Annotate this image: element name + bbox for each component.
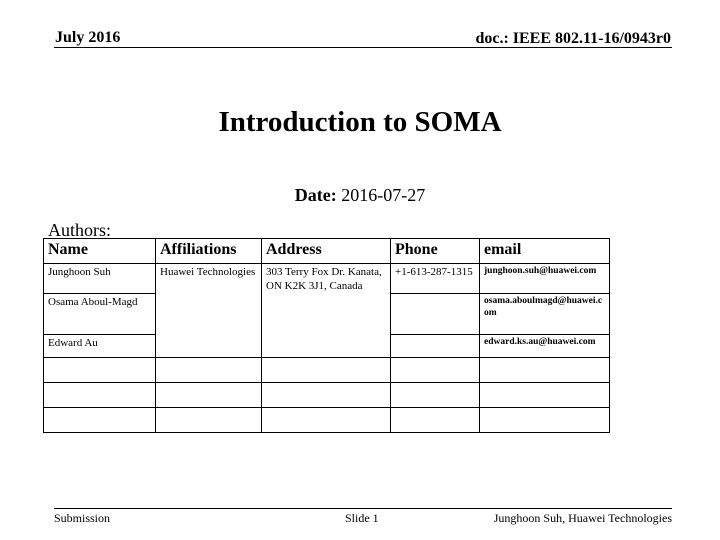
slide-title: Introduction to SOMA bbox=[218, 106, 502, 138]
authors-label: Authors: bbox=[48, 220, 111, 240]
empty-cell bbox=[44, 408, 156, 433]
author-email: edward.ks.au@huawei.com bbox=[480, 335, 610, 358]
header-divider bbox=[54, 47, 672, 48]
empty-cell bbox=[156, 408, 262, 433]
author-address: 303 Terry Fox Dr. Kanata, ON K2K 3J1, Canada bbox=[262, 264, 391, 358]
header-date: July 2016 bbox=[55, 29, 121, 46]
footer-submission: Submission bbox=[54, 511, 111, 525]
table-row-empty bbox=[44, 408, 610, 433]
authors-table bbox=[43, 238, 610, 433]
footer-author: Junghoon Suh, Huawei Technologies bbox=[493, 511, 672, 525]
empty-cell bbox=[480, 358, 610, 383]
author-phone: +1-613-287-1315 bbox=[391, 264, 480, 294]
footer-divider bbox=[54, 508, 672, 509]
empty-cell bbox=[391, 383, 480, 408]
empty-cell bbox=[391, 294, 480, 335]
col-header-email: email bbox=[480, 239, 610, 264]
empty-cell bbox=[156, 383, 262, 408]
col-header-name: Name bbox=[44, 239, 156, 264]
col-header-affiliations: Affiliations bbox=[156, 239, 262, 264]
date-line bbox=[0, 185, 720, 206]
empty-cell bbox=[391, 408, 480, 433]
author-email: junghoon.suh@huawei.com bbox=[480, 264, 610, 294]
empty-cell bbox=[262, 408, 391, 433]
author-name: Edward Au bbox=[44, 335, 156, 358]
date-label: Date: bbox=[294, 185, 337, 205]
empty-cell bbox=[480, 383, 610, 408]
author-affiliation: Huawei Technologies bbox=[156, 264, 262, 358]
empty-cell bbox=[391, 335, 480, 358]
author-name: Osama Aboul-Magd bbox=[44, 294, 156, 335]
author-email: osama.aboulmagd@huawei.com bbox=[480, 294, 610, 335]
table-row bbox=[44, 264, 610, 294]
empty-cell bbox=[480, 408, 610, 433]
empty-cell bbox=[262, 358, 391, 383]
table-row-empty bbox=[44, 358, 610, 383]
table-row-empty bbox=[44, 383, 610, 408]
col-header-phone: Phone bbox=[391, 239, 480, 264]
header-doc-id: doc.: IEEE 802.11-16/0943r0 bbox=[475, 30, 671, 47]
empty-cell bbox=[262, 383, 391, 408]
empty-cell bbox=[156, 358, 262, 383]
author-name: Junghoon Suh bbox=[44, 264, 156, 294]
empty-cell bbox=[44, 358, 156, 383]
empty-cell bbox=[391, 358, 480, 383]
date-value: 2016-07-27 bbox=[341, 185, 426, 205]
empty-cell bbox=[44, 383, 156, 408]
table-header-row bbox=[44, 239, 610, 264]
col-header-address: Address bbox=[262, 239, 391, 264]
footer-slide-number: Slide 1 bbox=[345, 511, 379, 525]
